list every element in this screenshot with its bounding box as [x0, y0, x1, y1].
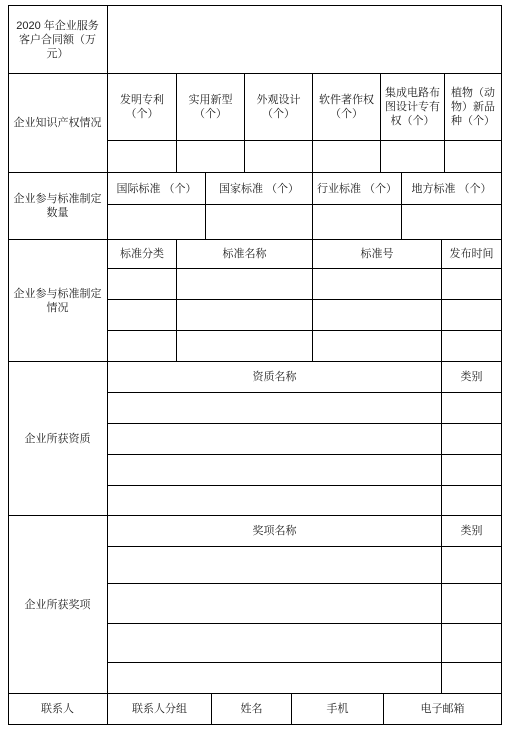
stdcount-label: 企业参与标准制定数量 [13, 193, 102, 219]
rule [108, 623, 502, 624]
rule [108, 392, 502, 393]
rule [108, 662, 502, 663]
stdcount-header-international: 国际标准 （个） [116, 182, 197, 195]
stdcount-industry-input[interactable] [313, 205, 401, 239]
ip-header-utility-model: 实用新型（个） [188, 94, 233, 120]
rule [8, 515, 502, 516]
ip-ic-input[interactable] [381, 141, 444, 172]
awards-header-name: 奖项名称 [252, 525, 297, 537]
ip-header-software: 软件著作权（个） [319, 94, 374, 120]
rule [501, 5, 502, 725]
rule [176, 239, 177, 362]
rule [8, 693, 502, 694]
contract-label: 2020 年企业服务客户合同额（万元） [16, 19, 99, 60]
rule [8, 5, 9, 725]
rule [8, 239, 502, 240]
rule [8, 172, 502, 173]
rule [108, 546, 502, 547]
stdinfo-header-category: 标准分类 [120, 248, 164, 260]
rule [108, 140, 502, 141]
stdinfo-header-date: 发布时间 [449, 248, 494, 260]
contact-header-group: 联系人分组 [132, 703, 187, 715]
rule [312, 172, 313, 240]
rule [441, 239, 442, 362]
contact-header-phone: 手机 [326, 703, 349, 715]
rule [312, 73, 313, 173]
contact-label: 联系人 [41, 703, 74, 715]
ip-utility-input[interactable] [177, 141, 244, 172]
stdinfo-header-number: 标准号 [360, 248, 394, 260]
rule [176, 73, 177, 173]
stdcount-international-input[interactable] [108, 205, 205, 239]
rule [108, 454, 502, 455]
rule [244, 73, 245, 173]
rule [291, 693, 292, 725]
contact-header-email: 电子邮箱 [420, 703, 465, 715]
stdcount-header-local: 地方标准 （个） [411, 182, 492, 195]
rule [401, 172, 402, 240]
awards-header-type: 类别 [460, 525, 483, 537]
stdcount-local-input[interactable] [402, 205, 501, 239]
contract-value-field[interactable] [108, 6, 501, 73]
rule [108, 485, 502, 486]
stdcount-header-national: 国家标准 （个） [218, 182, 300, 195]
rule [107, 5, 108, 725]
rule [383, 693, 384, 725]
quals-header-name: 资质名称 [252, 371, 297, 383]
ip-header-plant-variety: 植物（动物）新品种（个） [451, 87, 495, 127]
ip-plant-input[interactable] [445, 141, 501, 172]
stdcount-header-industry: 行业标准 （个） [316, 182, 398, 195]
rule [312, 239, 313, 362]
quals-header-type: 类别 [460, 371, 483, 383]
rule [380, 73, 381, 173]
stdcount-national-input[interactable] [206, 205, 312, 239]
rule [205, 172, 206, 240]
rule [108, 330, 502, 331]
ip-design-input[interactable] [245, 141, 312, 172]
rule [441, 361, 442, 694]
rule [8, 724, 502, 725]
stdinfo-label: 企业参与标准制定情况 [13, 287, 102, 314]
awards-label: 企业所获奖项 [24, 598, 91, 611]
rule [108, 423, 502, 424]
ip-header-invention: 发明专利（个） [120, 94, 164, 120]
rule [8, 5, 502, 6]
rule [8, 73, 502, 74]
rule [108, 268, 502, 269]
rule [8, 361, 502, 362]
rule [108, 204, 502, 205]
rule [108, 299, 502, 300]
rule [444, 73, 445, 173]
rule [211, 693, 212, 725]
ip-label: 企业知识产权情况 [13, 117, 102, 129]
ip-header-ic-layout: 集成电路布图设计专有权（个） [385, 87, 440, 127]
stdinfo-header-name: 标准名称 [222, 248, 267, 260]
ip-header-design: 外观设计（个） [256, 94, 301, 120]
ip-software-input[interactable] [313, 141, 380, 172]
quals-label: 企业所获资质 [24, 432, 91, 445]
ip-invention-input[interactable] [108, 141, 176, 172]
contact-header-name: 姓名 [240, 703, 263, 715]
rule [108, 583, 502, 584]
